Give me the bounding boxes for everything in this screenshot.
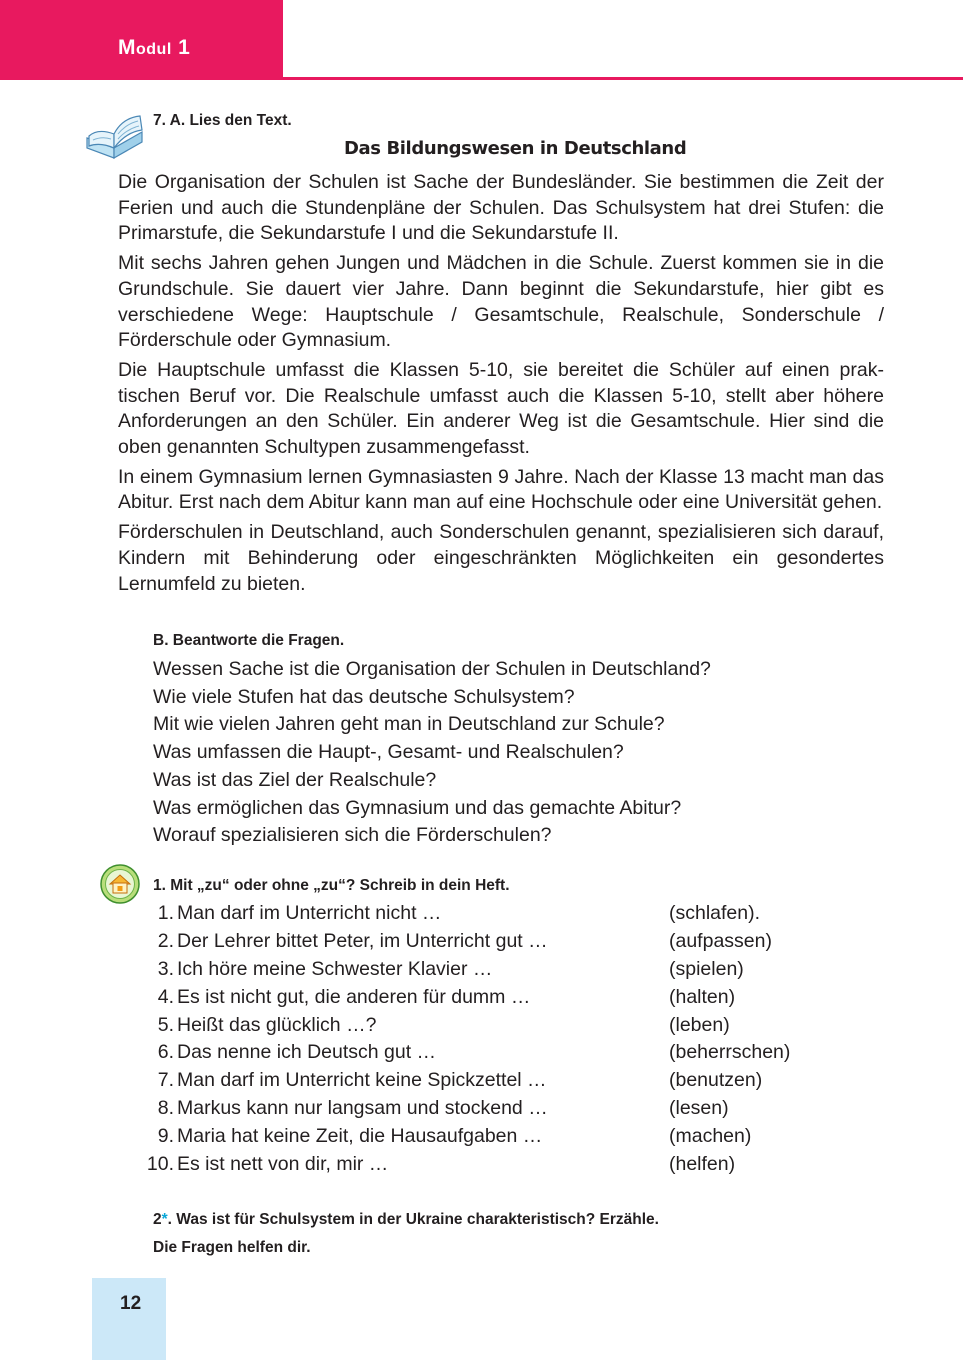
paragraph: Die Hauptschule umfasst die Klassen 5-10, sie bereitet die Schüler auf einen praktischen Beruf vor. Die Realschule umfasst auch die Klassen 5-10, stellt aber höhere Anforderungen an den Schüler. Ein anderer Weg ist die Gesamtschule. Hier sind die oben genannten Schultypen zusammengefasst.	[118, 358, 884, 459]
paragraph: Mit sechs Jahren gehen Jungen und Mädchen in die Schule. Zuerst kommen sie in die Grundschule. Sie dauert vier Jahre. Dann beginnt die Sekundarstufe, hier gibt es verschiedene Wege: Hauptschule / Gesamtschule, Realschule, Sonderschule / Förderschule oder Gymnasium.	[118, 252, 884, 352]
item-number: 8.	[157, 1097, 174, 1120]
paragraph: Die Organisation der Schulen ist Sache der Bundesländer. Sie bestimmen die Zeit der Ferien und auch die Stundenpläne der Schulen. Das Schulsystem hat drei Stufen: die Primarstufe, die Sekundarstufe I und die Sekundarstufe II.	[118, 171, 884, 245]
item-number: 2.	[157, 929, 174, 952]
item-number: 4.	[157, 985, 174, 1008]
question: Wie viele Stufen hat das deutsche Schulsystem?	[153, 685, 575, 708]
item-number: 6.	[157, 1041, 174, 1064]
item-verb: (leben)	[669, 1013, 730, 1036]
item-sentence: Ich höre meine Schwester Klavier …	[177, 957, 493, 980]
task-2-heading	[153, 1206, 659, 1262]
exercise-list	[138, 900, 838, 1179]
exercise-item	[138, 900, 838, 928]
header-rule	[283, 77, 963, 80]
reading-text	[118, 170, 884, 601]
item-sentence: Markus kann nur langsam und stockend …	[177, 1097, 548, 1120]
item-verb: (aufpassen)	[669, 929, 772, 952]
text-title: Das Bildungswesen in Deutschland	[344, 138, 687, 159]
item-verb: (lesen)	[669, 1097, 729, 1120]
exercise-item	[138, 984, 838, 1012]
item-sentence: Man darf im Unterricht keine Spickzettel …	[177, 1069, 547, 1092]
module-title-rest: odul	[136, 41, 172, 58]
item-verb: (beherrschen)	[669, 1041, 791, 1064]
item-verb: (spielen)	[669, 957, 744, 980]
item-number: 5.	[157, 1013, 174, 1036]
module-title	[118, 36, 190, 60]
item-verb: (schlafen).	[669, 902, 761, 924]
module-title-first: M	[118, 36, 136, 59]
item-sentence: Es ist nett von dir, mir …	[177, 1153, 389, 1176]
paragraph: In einem Gymnasium lernen Gymnasiasten 9 Jahre. Nach der Klasse 13 macht man das Abitur. Erst nach dem Abitur kann man auf eine Hochschule oder eine Universität gehen.	[118, 465, 884, 514]
item-sentence: Es ist nicht gut, die anderen für dumm …	[177, 985, 531, 1008]
question: Was ist das Ziel der Realschule?	[153, 768, 437, 791]
question: Wessen Sache ist die Organisation der Schulen in Deutschland?	[153, 658, 711, 680]
exercise-item	[138, 1067, 838, 1095]
exercise-item	[138, 1095, 838, 1123]
exercise-item	[138, 1151, 838, 1179]
item-sentence: Heißt das glücklich …?	[177, 1013, 377, 1036]
page-number: 12	[120, 1293, 142, 1314]
item-sentence: Das nenne ich Deutsch gut …	[177, 1041, 437, 1064]
question: Was ermöglichen das Gymnasium und das gemachte Abitur?	[153, 796, 682, 819]
exercise-item	[138, 1123, 838, 1151]
question: Was umfassen die Haupt-, Gesamt- und Realschulen?	[153, 741, 624, 764]
exercise-item	[138, 956, 838, 984]
item-number: 7.	[157, 1069, 174, 1092]
item-number: 9.	[157, 1125, 174, 1148]
exercise-item	[138, 1012, 838, 1040]
item-verb: (halten)	[669, 985, 736, 1008]
book-icon	[84, 108, 146, 160]
exercise-item	[138, 928, 838, 956]
item-verb: (machen)	[669, 1125, 752, 1148]
star-marker: *	[161, 1211, 168, 1228]
item-sentence: Man darf im Unterricht nicht …	[177, 902, 442, 924]
item-number: 3.	[157, 957, 174, 980]
item-sentence: Der Lehrer bittet Peter, im Unterricht gut …	[177, 929, 548, 952]
item-verb: (benutzen)	[669, 1069, 763, 1092]
question: Mit wie vielen Jahren geht man in Deutschland zur Schule?	[153, 713, 665, 736]
task-2-line2: Die Fragen helfen dir.	[153, 1239, 311, 1256]
item-number: 10.	[146, 1153, 174, 1176]
item-number: 1.	[157, 902, 174, 924]
question-list	[153, 656, 711, 850]
task-2-number: 2	[153, 1211, 162, 1228]
task-7a-heading: 7. A. Lies den Text.	[153, 112, 292, 129]
task-1-heading: 1. Mit „zu“ oder ohne „zu“? Schreib in dein Heft.	[153, 877, 510, 894]
task-2-line1: . Was ist für Schulsystem in der Ukraine charakteristisch? Erzähle.	[167, 1211, 659, 1228]
question: Worauf spezialisieren sich die Förderschulen?	[153, 824, 552, 847]
exercise-item	[138, 1039, 838, 1067]
item-sentence: Maria hat keine Zeit, die Hausaufgaben …	[177, 1125, 543, 1148]
module-number: 1	[178, 36, 191, 59]
paragraph: Förderschulen in Deutschland, auch Sonderschulen genannt, spezialisieren sich darauf, Kindern mit Behinderung oder eingeschränkten Möglichkeiten ein gesondertes Lernumfeld zu bieten.	[118, 521, 884, 595]
home-icon	[100, 864, 140, 904]
page-number-box	[92, 1278, 166, 1360]
task-b-heading: B. Beantworte die Fragen.	[153, 632, 345, 649]
item-verb: (helfen)	[669, 1153, 736, 1176]
